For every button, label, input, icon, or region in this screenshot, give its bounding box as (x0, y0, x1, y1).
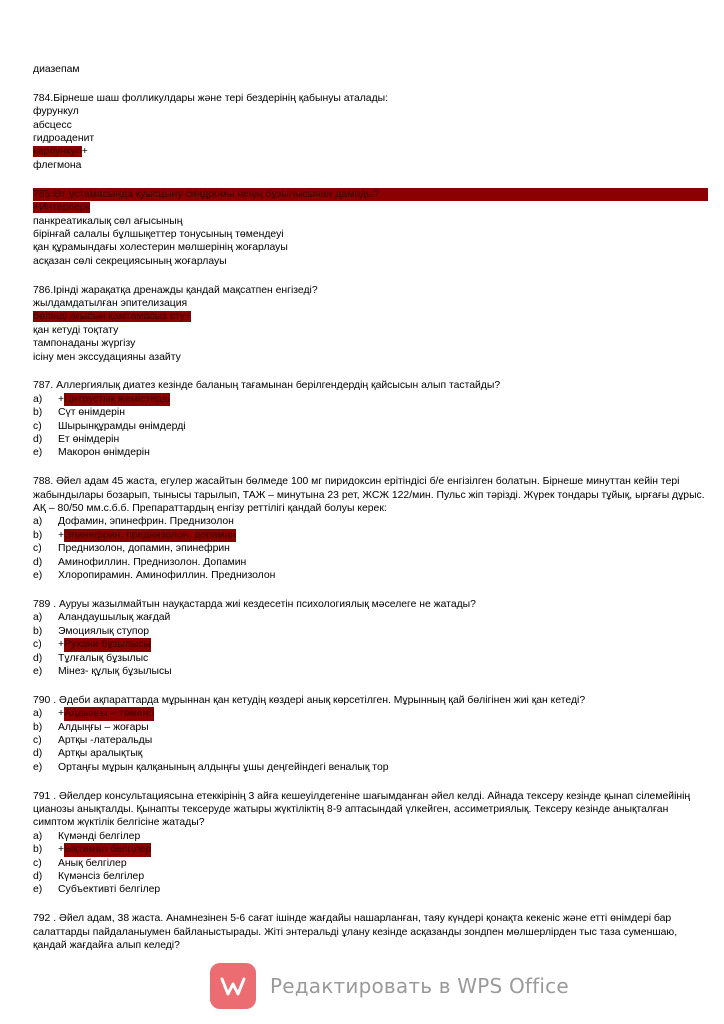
option: бірінғай салалы бұлшықеттер тонусының төмендеуі (33, 228, 284, 240)
option-label: b) (33, 407, 43, 419)
option-label: a) (33, 393, 43, 405)
top-line-block (33, 63, 708, 76)
option (33, 734, 708, 747)
option: асқазан сөлі секрециясының жоғарлауы (33, 255, 227, 267)
option-label: d) (33, 748, 43, 760)
correct-mark: + (58, 844, 65, 856)
highlighted-answer: Цитрустық жемістерді (64, 393, 170, 405)
option: панкреатикалық сөл ағысының (33, 215, 183, 227)
option (33, 747, 708, 760)
option-correct (33, 843, 708, 856)
document-page (33, 63, 708, 968)
option (33, 420, 708, 433)
option-text: Күмәнді белгілер (58, 830, 141, 842)
option: қан құрамындағы холестерин мөлшерінің жоғарлауы (33, 242, 288, 254)
option-text: Эмоциялық ступор (58, 625, 150, 637)
correct-mark: + (58, 529, 65, 541)
option: тампонаданы жүргізу (33, 338, 136, 350)
correct-mark: + (81, 146, 88, 158)
option: абсцесс (33, 119, 72, 131)
highlighted-question: 785.Өт ұстамасында қуысцыну синдромы неңің бұзылысынан дамиды? (33, 188, 708, 201)
option-label: b) (33, 529, 43, 541)
question-text: 788. Әйел адам 45 жаста, егулер жасайтын бөлмеде 100 мг пиридоксин ерітіндісі б/е енгізілген болатын. Бірнеше минуттан кейін тері жабындылары бозарып, тынысы тарылып, ТАЖ – минутына 23 рет, ЖСЖ 122/мин. Пульс жіп тәрізді. Жүрек тондары тұйық, ырғағы дұрыс. АҚ – 80/50 мм.с.б.б. Препараттардың енгізу реттілігі қандай болуы керек: (33, 476, 705, 515)
question-784 (33, 92, 708, 172)
option-label: e) (33, 570, 43, 582)
option-text: Күмәнсіз белгілер (58, 871, 145, 883)
option (33, 569, 708, 582)
option-text: Ортаңғы мұрын қалқанының алдыңғы ұшы деңгейіндегі веналық тор (58, 761, 389, 773)
highlighted-answer: Ықтимал белгілер (64, 844, 152, 856)
question-791 (33, 790, 708, 897)
question-792 (33, 912, 708, 952)
highlighted-answer: Эпинефрин, преднизолон, допамин (64, 529, 237, 541)
option: флегмона (33, 159, 82, 171)
highlighted-answer: Алдыңғы – төменгі (64, 708, 155, 720)
option (33, 542, 708, 555)
highlighted-answer: +Интерперк (33, 202, 91, 214)
question-790 (33, 694, 708, 774)
option (33, 761, 708, 774)
highlighted-answer: карбункул (33, 146, 82, 158)
wps-edit-label[interactable]: Редактировать в WPS Office (270, 974, 569, 998)
option-text: Дофамин, эпинефрин. Преднизолон (58, 516, 234, 528)
option (33, 870, 708, 883)
option-text: Шырынқұрамды өнімдерді (58, 420, 186, 432)
option-label: a) (33, 708, 43, 720)
question-text: 784.Бірнеше шаш фолликулдары және тері бездерінің қабынуы аталады: (33, 92, 388, 104)
option-label: e) (33, 884, 43, 896)
option-label: b) (33, 844, 43, 856)
option-label: d) (33, 433, 43, 445)
option-label: d) (33, 871, 43, 883)
option-correct (33, 393, 708, 406)
option: қан кетуді тоқтату (33, 324, 119, 336)
option-label: a) (33, 612, 43, 624)
option-text: Анық белгілер (58, 857, 127, 869)
question-787 (33, 379, 708, 459)
option-text: Макорон өнімдерін (58, 447, 150, 459)
wps-logo-glyph (218, 971, 248, 1001)
option-text: Хлоропирамин. Аминофиллин. Преднизолон (58, 570, 276, 582)
option-label: d) (33, 652, 43, 664)
option-text: Аландаушылық жағдай (58, 612, 171, 624)
option-label: c) (33, 543, 42, 555)
option-label: b) (33, 721, 43, 733)
question-text: 786.Ірінді жарақатқа дренажды қандай мақсатпен енгізеді? (33, 284, 318, 296)
option (33, 665, 708, 678)
option (33, 406, 708, 419)
option-text: Артқы аралықтық (58, 748, 143, 760)
option-label: b) (33, 625, 43, 637)
top-line: диазепам (33, 64, 80, 75)
option-correct (33, 310, 708, 323)
option-label: e) (33, 665, 43, 677)
option (33, 625, 708, 638)
correct-mark: + (58, 639, 65, 651)
option: фурункул (33, 106, 79, 118)
option-label: c) (33, 734, 42, 746)
correct-mark: + (58, 708, 65, 720)
option-label: c) (33, 857, 42, 869)
option (33, 857, 708, 870)
option: гидроаденит (33, 133, 95, 145)
question-text: 789 . Ауруы жазылмайтын науқастарда жиі кездесетін психологиялық мәселеге не жатады? (33, 598, 476, 610)
option-label: c) (33, 639, 42, 651)
option-correct (33, 638, 708, 651)
option-correct (33, 707, 708, 720)
question-788 (33, 475, 708, 582)
question-785 (33, 188, 708, 268)
question-text-highlighted (33, 188, 708, 201)
option-text: Сүт өнімдерін (58, 407, 125, 419)
wps-edit-banner[interactable] (210, 962, 569, 1010)
question-789 (33, 598, 708, 678)
option (33, 883, 708, 896)
option-text: Ет өнімдерін (58, 433, 120, 445)
option-label: d) (33, 556, 43, 568)
option (33, 611, 708, 624)
option (33, 830, 708, 843)
option (33, 556, 708, 569)
option-label: e) (33, 447, 43, 459)
option-label: a) (33, 830, 43, 842)
wps-logo-icon (210, 963, 256, 1009)
question-786 (33, 284, 708, 364)
option-text: Субъективті белгілер (58, 884, 161, 896)
option (33, 721, 708, 734)
option-label: e) (33, 761, 43, 773)
option-text: Мінез- құлық бұзылысы (58, 665, 172, 677)
option-text: Преднизолон, допамин, эпинефрин (58, 543, 230, 555)
question-text: 792 . Әйел адам, 38 жаста. Анамнезінен 5-6 сағат ішінде жағдайы нашарланған, таяу күндері қонақта кекеніс және етті өнімдері бар салаттарды пайдаланыумен байланыстырады. Жіті энтеральді ұлану кезінде асқазанды зондпен мөлшерлірден тыс таза суменшаю, қандай жағдайға алып келеді? (33, 913, 678, 952)
option-correct (33, 201, 708, 214)
option (33, 433, 708, 446)
highlighted-answer: бөлінді ағысын қамтамасыз ету+ (33, 311, 192, 323)
option-text: Артқы -латеральды (58, 734, 153, 746)
option-label: a) (33, 516, 43, 528)
option: ісіну мен экссудацияны азайту (33, 351, 181, 363)
option (33, 515, 708, 528)
option: жылдамдатылған эпителизация (33, 297, 188, 309)
option-text: Аминофиллин. Преднизолон. Допамин (58, 556, 247, 568)
question-text: 787. Аллергиялық диатез кезінде баланың тағамынан берілгендердің қайсысын алып тастайды? (33, 380, 501, 392)
option-correct (33, 145, 708, 158)
option-text: Тұлғалық бұзылыс (58, 652, 149, 664)
option (33, 446, 708, 459)
highlighted-answer: Рухани бұзылысы (64, 639, 152, 651)
correct-mark: + (58, 393, 65, 405)
option-label: c) (33, 420, 42, 432)
question-text: 791 . Әйелдер консультациясына етеккірінің 3 айға кешеуілдегеніне шағымданған әйел келді. Айнада тексеру кезінде қынап сілемейінің цианозы анықталды. Қынапты тексеруде жатыры жүктіліктің 8-9 аптасындай үлкейген, ассиметриялық. Тексеру кезінде анықталған симптом жүктілік белгісіне жатады? (33, 790, 691, 829)
option (33, 652, 708, 665)
question-text: 790 . Әдеби ақпараттарда мұрыннан қан кетудің көздері анық көрсетілген. Мұрынның қай бөлігінен жиі қан кетеді? (33, 694, 586, 706)
option-correct (33, 529, 708, 542)
option-text: Алдыңғы – жоғары (58, 721, 149, 733)
